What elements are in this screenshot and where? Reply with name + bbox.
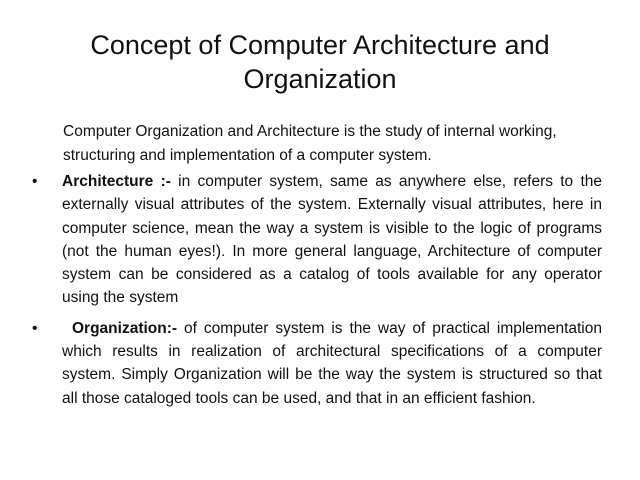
term-architecture: Architecture :- (62, 173, 171, 190)
organization-definition: of computer system is the way of practical implementation which results in realization of architectural specifications of a computer system. Simply Organization will be the way the system is structured so that all those cataloged tools can be used, and that in an efficient fashion. (62, 319, 602, 407)
architecture-definition: in computer system, same as anywhere else, refers to the externally visual attributes of the system. Externally visual attributes, here in computer science, mean the way a system is visible to the logic of programs (not the human eyes!). In more general language, Architecture of computer system can be considered as a catalog of tools available for any operator using the system (62, 173, 602, 307)
intro-paragraph: Computer Organization and Architecture is the study of internal working, structuring and implementation of a computer system. (63, 123, 557, 164)
bullet-marker: • (32, 319, 38, 337)
bullet-marker: • (32, 173, 38, 190)
bullet-architecture (30, 170, 602, 310)
term-organization: Organization:- (72, 319, 178, 337)
bullet-list (30, 170, 602, 417)
slide-title: Concept of Computer Architecture and Organization (90, 30, 550, 94)
bullet-organization (30, 317, 602, 410)
